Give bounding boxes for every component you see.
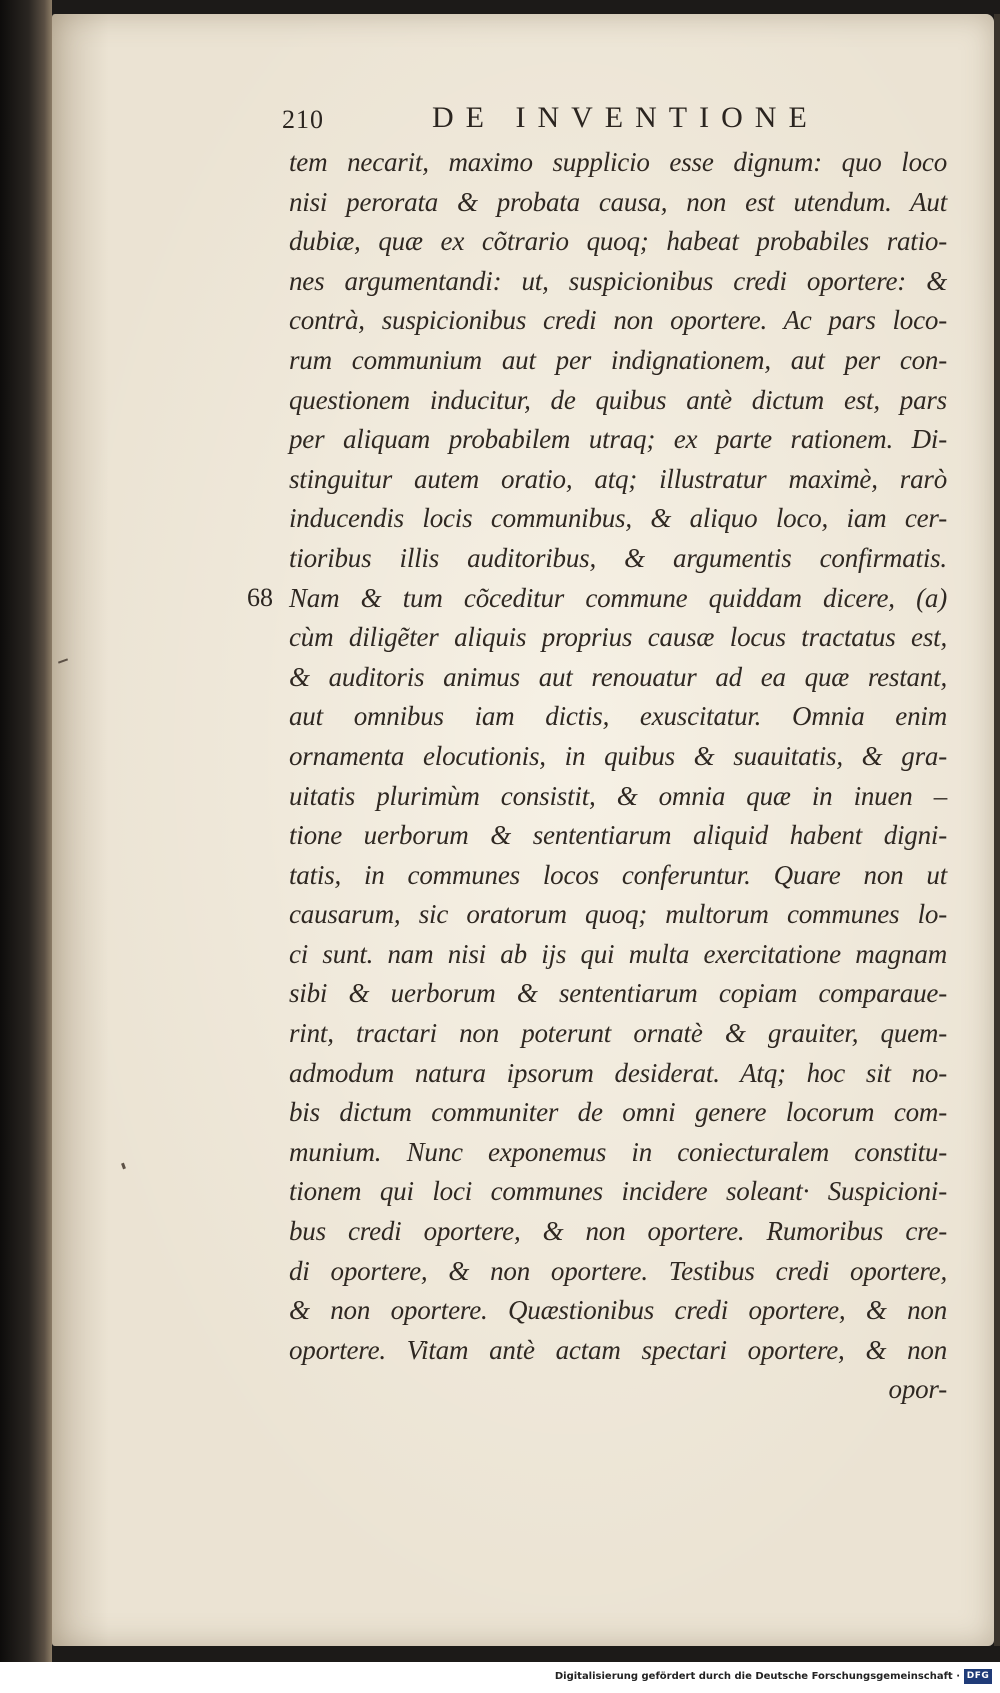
text-line: tatis, in communes locos conferuntur. Quare non ut (289, 859, 947, 890)
text-line: & auditoris animus aut renouatur ad ea quæ restant, (289, 661, 947, 692)
body-text (289, 143, 947, 1410)
text-line: tione uerborum & sententiarum aliquid habent digni- (289, 820, 947, 851)
margin-note: 68 (247, 583, 273, 612)
text-line: bis dictum communiter de omni genere locorum com- (289, 1097, 947, 1128)
digitization-credit: Digitalisierung gefördert durch die Deutsche Forschungsgemeinschaft · (554, 1671, 960, 1682)
text-line: per aliquam probabilem utraq; ex parte rationem. Di- (289, 424, 947, 455)
text-line: tem necarit, maximo supplicio esse dignum: quo loco (289, 147, 947, 177)
running-head (282, 101, 842, 141)
text-line: bus credi oportere, & non oportere. Rumoribus cre- (289, 1216, 947, 1247)
text-line: ornamenta elocutionis, in quibus & suauitatis, & gra- (289, 740, 947, 771)
text-line: questionem inducitur, de quibus antè dictum est, pars (289, 384, 947, 415)
text-line: Nam & tum cõceditur commune quiddam dicere, (a) (289, 582, 947, 613)
text-line: sibi & uerborum & sententiarum copiam comparaue- (289, 978, 947, 1009)
dfg-logo: DFG (964, 1669, 992, 1684)
text-line: stinguitur autem oratio, atq; illustratur maximè, rarò (289, 463, 947, 494)
text-line: tionem qui loci communes incidere soleant· Suspicioni- (289, 1176, 947, 1207)
text-line: admodum natura ipsorum desiderat. Atq; hoc sit no- (289, 1057, 947, 1088)
text-line: nes argumentandi: ut, suspicionibus credi oportere: & (289, 265, 947, 296)
text-line: dubiæ, quæ ex cõtrario quoq; habeat probabiles ratio- (289, 226, 947, 257)
catchword: opor- (888, 1374, 947, 1405)
text-line: cùm diligẽter aliquis proprius causæ locus tractatus est, (289, 622, 947, 653)
text-line: oportere. Vitam antè actam spectari oportere, & non (289, 1334, 947, 1365)
text-line: ci sunt. nam nisi ab ijs qui multa exercitatione magnam (289, 938, 947, 969)
book-binding (0, 0, 52, 1662)
text-line: rum communium aut per indignationem, aut per con- (289, 344, 947, 375)
text-line: causarum, sic oratorum quoq; multorum communes lo- (289, 899, 947, 930)
page-edge (994, 14, 1000, 1646)
text-line: aut omnibus iam dictis, exuscitatur. Omnia enim (289, 701, 947, 732)
text-line: inducendis locis communibus, & aliquo loco, iam cer- (289, 503, 947, 534)
text-line: munium. Nunc exponemus in coniecturalem constitu- (289, 1136, 947, 1167)
text-line: tioribus illis auditoribus, & argumentis confirmatis. (289, 542, 947, 573)
text-line: uitatis plurimùm consistit, & omnia quæ in inuen – (289, 780, 947, 811)
page-number: 210 (282, 105, 324, 134)
running-title: DE INVENTIONE (432, 101, 819, 134)
text-line: nisi perorata & probata causa, non est utendum. Aut (289, 186, 947, 217)
text-line: contrà, suspicionibus credi non oportere. Ac pars loco- (289, 305, 947, 336)
text-line: di oportere, & non oportere. Testibus credi oportere, (289, 1255, 947, 1286)
text-line: rint, tractari non poterunt ornatè & grauiter, quem- (289, 1018, 947, 1049)
footer-bar (0, 1662, 1000, 1693)
text-line: & non oportere. Quæstionibus credi oportere, & non (289, 1295, 947, 1326)
